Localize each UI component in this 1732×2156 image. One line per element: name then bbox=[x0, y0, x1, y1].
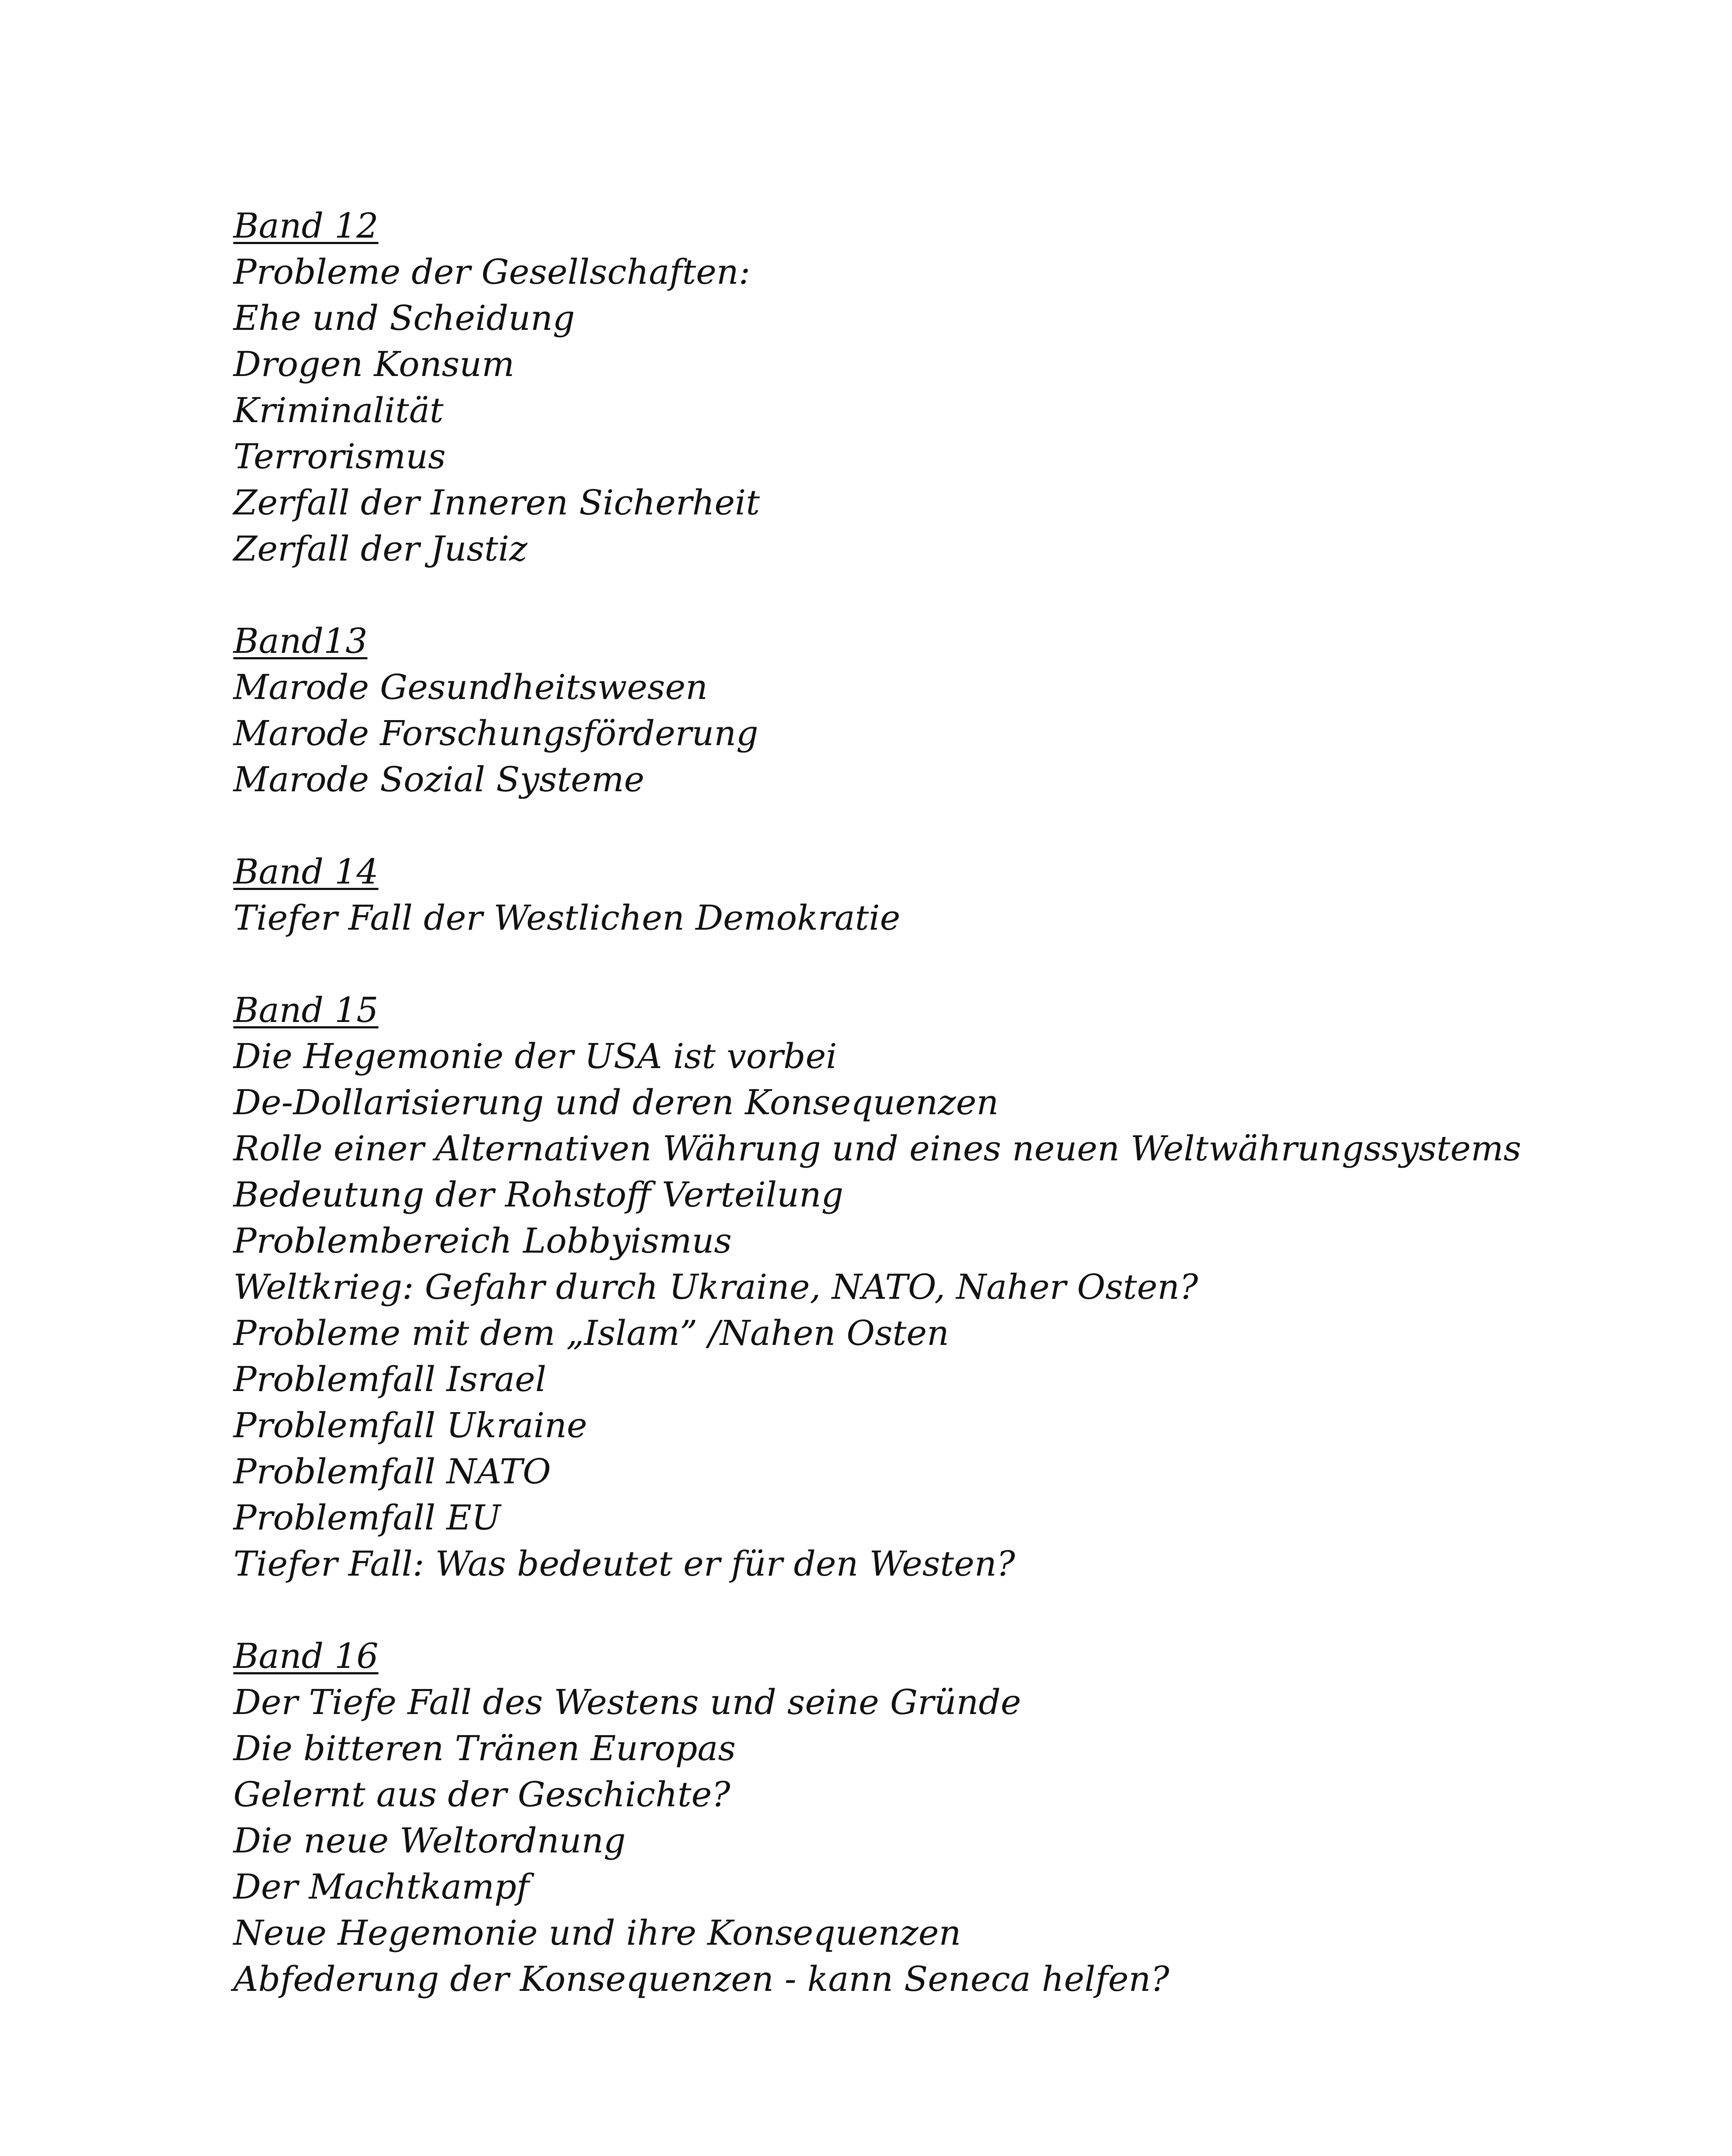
section-band-16 bbox=[233, 1633, 1700, 2002]
list-item: Probleme mit dem „Islam” /Nahen Osten bbox=[233, 1313, 949, 1353]
list-item: Kriminalität bbox=[233, 390, 444, 430]
list-item: Problemfall EU bbox=[233, 1498, 501, 1538]
list-item: Problembereich Lobbyismus bbox=[233, 1221, 732, 1261]
list-item: Marode Forschungsförderung bbox=[233, 713, 759, 753]
section-band-13 bbox=[233, 618, 1700, 802]
section-heading: Band 15 bbox=[233, 990, 379, 1030]
section-band-14 bbox=[233, 849, 1700, 941]
list-item: Der Tiefe Fall des Westens und seine Gründe bbox=[233, 1682, 1021, 1722]
list-item: Drogen Konsum bbox=[233, 344, 515, 384]
list-item: Zerfall der Justiz bbox=[233, 529, 527, 569]
list-item: De-Dollarisierung und deren Konsequenzen bbox=[233, 1082, 999, 1122]
list-item: Problemfall Ukraine bbox=[233, 1405, 587, 1445]
list-item: Marode Gesundheitswesen bbox=[233, 667, 708, 707]
list-item: Weltkrieg: Gefahr durch Ukraine, NATO, Naher Osten? bbox=[233, 1267, 1198, 1307]
list-item: Problemfall NATO bbox=[233, 1451, 551, 1492]
list-item: Die neue Weltordnung bbox=[233, 1821, 626, 1861]
section-band-12 bbox=[233, 203, 1700, 572]
section-heading: Band 14 bbox=[233, 852, 379, 892]
list-item: Tiefer Fall: Was bedeutet er für den Westen? bbox=[233, 1544, 1015, 1584]
section-band-15 bbox=[233, 987, 1700, 1587]
list-item: Problemfall Israel bbox=[233, 1359, 546, 1399]
list-item: Probleme der Gesellschaften: bbox=[233, 252, 750, 292]
list-item: Zerfall der Inneren Sicherheit bbox=[233, 483, 760, 523]
list-item: Der Machtkampf bbox=[233, 1867, 530, 1907]
list-item: Ehe und Scheidung bbox=[233, 298, 575, 338]
section-heading: Band 12 bbox=[233, 206, 379, 246]
volume-list bbox=[233, 203, 1700, 2002]
section-heading: Band13 bbox=[233, 621, 368, 661]
list-item: Marode Sozial Systeme bbox=[233, 759, 645, 799]
list-item: Neue Hegemonie und ihre Konsequenzen bbox=[233, 1913, 961, 1953]
list-item: Die Hegemonie der USA ist vorbei bbox=[233, 1036, 837, 1076]
list-item: Terrorismus bbox=[233, 436, 446, 476]
list-item: Gelernt aus der Geschichte? bbox=[233, 1774, 731, 1814]
list-item: Rolle einer Alternativen Währung und eines neuen Weltwährungssystems bbox=[233, 1128, 1522, 1169]
list-item: Abfederung der Konsequenzen - kann Seneca helfen? bbox=[233, 1959, 1170, 1999]
list-item: Tiefer Fall der Westlichen Demokratie bbox=[233, 898, 901, 938]
list-item: Die bitteren Tränen Europas bbox=[233, 1728, 736, 1768]
list-item: Bedeutung der Rohstoff Verteilung bbox=[233, 1175, 844, 1215]
section-heading: Band 16 bbox=[233, 1636, 379, 1676]
